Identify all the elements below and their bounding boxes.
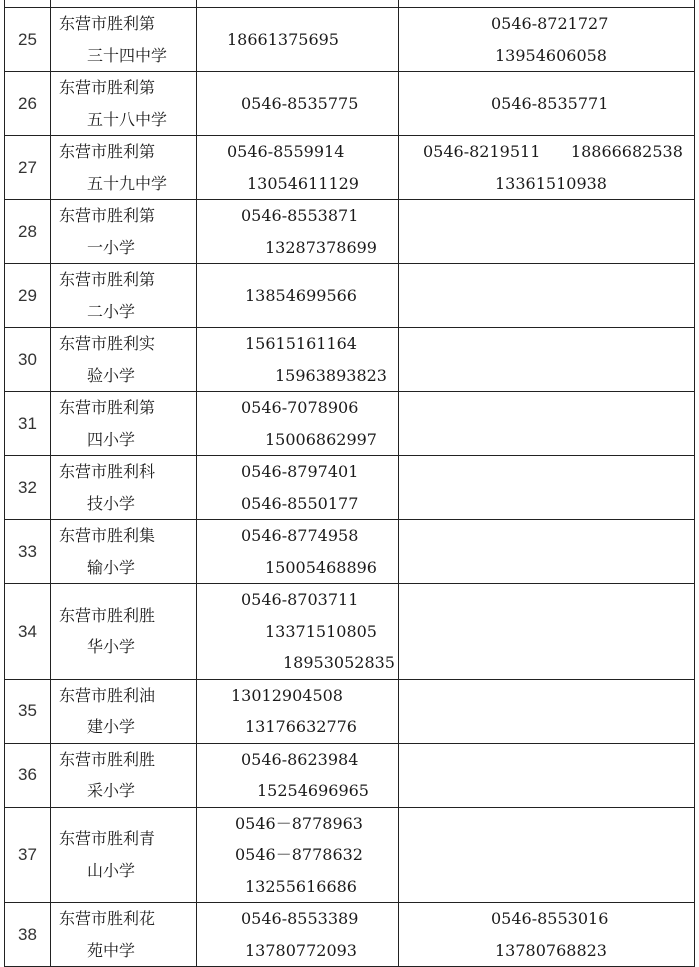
- phone-number: 0546-8703711: [241, 590, 359, 609]
- contact-table: [4, 0, 695, 967]
- table-row: [5, 392, 695, 456]
- phone-number: 13854699566: [245, 285, 357, 305]
- phone-cell-secondary: [399, 903, 695, 967]
- phone-cell-primary: [197, 743, 399, 807]
- table-row: [5, 328, 695, 392]
- row-number: 26: [5, 72, 51, 136]
- phone-cell-secondary: [399, 200, 695, 264]
- phone-number: 0546-8553871: [241, 206, 359, 225]
- phone-number: 0546-8535771: [491, 93, 609, 113]
- school-name-line: 东营市胜利花: [59, 909, 156, 928]
- phone-number: 0546－8778632: [235, 845, 363, 864]
- school-name: [51, 392, 197, 456]
- school-name-line: 输小学: [87, 557, 136, 577]
- phone-cell-primary: [197, 264, 399, 328]
- row-number: 34: [5, 584, 51, 680]
- row-number: 27: [5, 136, 51, 200]
- phone-number: 13287378699: [265, 237, 377, 257]
- school-name-line: 东营市胜利胜: [59, 749, 156, 769]
- phone-cell-primary: [197, 584, 399, 680]
- school-name: [51, 807, 197, 903]
- school-name: [51, 456, 197, 520]
- phone-cell-secondary: [399, 136, 695, 200]
- phone-cell-secondary: [399, 743, 695, 807]
- table-row-top-partial: [5, 0, 695, 8]
- school-name-line: 东营市胜利胜: [59, 605, 156, 625]
- row-number: 30: [5, 328, 51, 392]
- phone-number: 13054611129: [247, 173, 359, 193]
- phone-number: 0546-7078906: [241, 398, 359, 417]
- phone-cell-secondary: [399, 328, 695, 392]
- phone-number: 0546-8553389: [241, 909, 359, 928]
- school-name: [51, 584, 197, 680]
- phone-number: 15005468896: [265, 557, 377, 577]
- table-row: [5, 520, 695, 584]
- school-name-line: 东营市胜利青: [59, 829, 156, 849]
- table-row: [5, 264, 695, 328]
- table-row: [5, 200, 695, 264]
- phone-number: 0546-8550177: [241, 493, 359, 513]
- phone-cell-secondary: [399, 72, 695, 136]
- phone-number: 15615161164: [245, 334, 357, 353]
- school-name-line: 采小学: [87, 781, 136, 800]
- school-name-line: 东营市胜利实: [59, 334, 156, 353]
- row-number: 35: [5, 679, 51, 743]
- phone-number: 13780772093: [245, 940, 357, 960]
- phone-number: 13012904508: [231, 685, 343, 705]
- school-name-line: 二小学: [87, 301, 136, 321]
- school-name-line: 东营市胜利第: [59, 14, 156, 33]
- table-row: [5, 807, 695, 903]
- row-number: 37: [5, 807, 51, 903]
- phone-cell-secondary: [399, 807, 695, 903]
- row-number: 36: [5, 743, 51, 807]
- school-name: [51, 520, 197, 584]
- school-name-line: 四小学: [87, 429, 136, 449]
- school-name-line: 东营市胜利第: [59, 142, 156, 161]
- contact-table-body: [5, 0, 695, 967]
- phone-cell-secondary: [399, 679, 695, 743]
- school-name: [51, 264, 197, 328]
- school-name-line: 东营市胜利第: [59, 206, 156, 225]
- phone-number: 0546-8535775: [241, 93, 359, 113]
- school-name: [51, 8, 197, 72]
- phone-cell-primary: [197, 520, 399, 584]
- phone-number: 0546-8559914: [227, 142, 345, 161]
- phone-number: 15006862997: [265, 429, 377, 449]
- row-number: 29: [5, 264, 51, 328]
- school-name-line: 东营市胜利第: [59, 78, 156, 97]
- phone-number: 0546－8778963: [235, 813, 363, 833]
- phone-cell-primary: [197, 903, 399, 967]
- school-name: [51, 328, 197, 392]
- table-row: [5, 72, 695, 136]
- phone-cell-secondary: [399, 392, 695, 456]
- phone-cell-secondary: [399, 8, 695, 72]
- phone-number: 15254696965: [257, 781, 369, 800]
- phone-number: 18953052835: [283, 653, 395, 672]
- row-number: 25: [5, 8, 51, 72]
- row-number: 33: [5, 520, 51, 584]
- phone-number: 18661375695: [227, 29, 339, 49]
- phone-number: 0546-8623984: [241, 749, 359, 769]
- school-name-line: 建小学: [87, 717, 136, 736]
- phone-cell-primary: [197, 136, 399, 200]
- school-name: [51, 136, 197, 200]
- phone-cell-primary: [197, 328, 399, 392]
- school-name: [51, 200, 197, 264]
- phone-number: 0546-8721727: [491, 14, 609, 33]
- school-name-line: 五十八中学: [87, 109, 168, 129]
- row-number: 31: [5, 392, 51, 456]
- phone-number: 0546-8774958: [241, 526, 359, 545]
- phone-cell-primary: [197, 679, 399, 743]
- school-name-line: 验小学: [87, 365, 136, 385]
- school-name-line: 东营市胜利第: [59, 398, 156, 417]
- table-row: [5, 679, 695, 743]
- phone-cell-primary: [197, 392, 399, 456]
- phone-number: 13371510805: [265, 621, 377, 641]
- school-name: [51, 679, 197, 743]
- phone-cell-secondary: [399, 264, 695, 328]
- phone-number: 0546-8219511 18866682538: [423, 142, 683, 161]
- phone-number: 0546-8553016: [491, 909, 609, 928]
- school-name-line: 技小学: [87, 493, 136, 513]
- school-name-line: 苑中学: [87, 940, 136, 960]
- school-name-line: 五十九中学: [87, 173, 168, 193]
- phone-cell-secondary: [399, 456, 695, 520]
- school-name: [51, 743, 197, 807]
- phone-number: 13176632776: [245, 717, 357, 736]
- table-row: [5, 136, 695, 200]
- phone-number: 13361510938: [495, 173, 607, 193]
- phone-cell-primary: [197, 807, 399, 903]
- table-row: [5, 584, 695, 680]
- phone-cell-primary: [197, 200, 399, 264]
- row-number: 32: [5, 456, 51, 520]
- row-number: 28: [5, 200, 51, 264]
- phone-number: 15963893823: [275, 365, 387, 385]
- school-name-line: 东营市胜利第: [59, 270, 156, 289]
- school-name-line: 东营市胜利科: [59, 462, 156, 481]
- school-name-line: 三十四中学: [87, 45, 168, 65]
- phone-number: 13954606058: [495, 45, 607, 65]
- table-row: [5, 456, 695, 520]
- school-name-line: 东营市胜利油: [59, 685, 156, 705]
- table-row: [5, 8, 695, 72]
- school-name-line: 东营市胜利集: [59, 526, 156, 545]
- phone-number: 13255616686: [245, 876, 357, 896]
- school-name: [51, 903, 197, 967]
- phone-cell-primary: [197, 8, 399, 72]
- phone-cell-secondary: [399, 520, 695, 584]
- school-name-line: 一小学: [87, 237, 136, 257]
- school-name-line: 山小学: [87, 860, 136, 880]
- phone-cell-primary: [197, 72, 399, 136]
- row-number: 38: [5, 903, 51, 967]
- phone-number: 13780768823: [495, 940, 607, 960]
- phone-number: 0546-8797401: [241, 462, 359, 481]
- school-name-line: 华小学: [87, 637, 136, 657]
- phone-cell-secondary: [399, 584, 695, 680]
- phone-cell-primary: [197, 456, 399, 520]
- school-name: [51, 72, 197, 136]
- table-row: [5, 743, 695, 807]
- table-row: [5, 903, 695, 967]
